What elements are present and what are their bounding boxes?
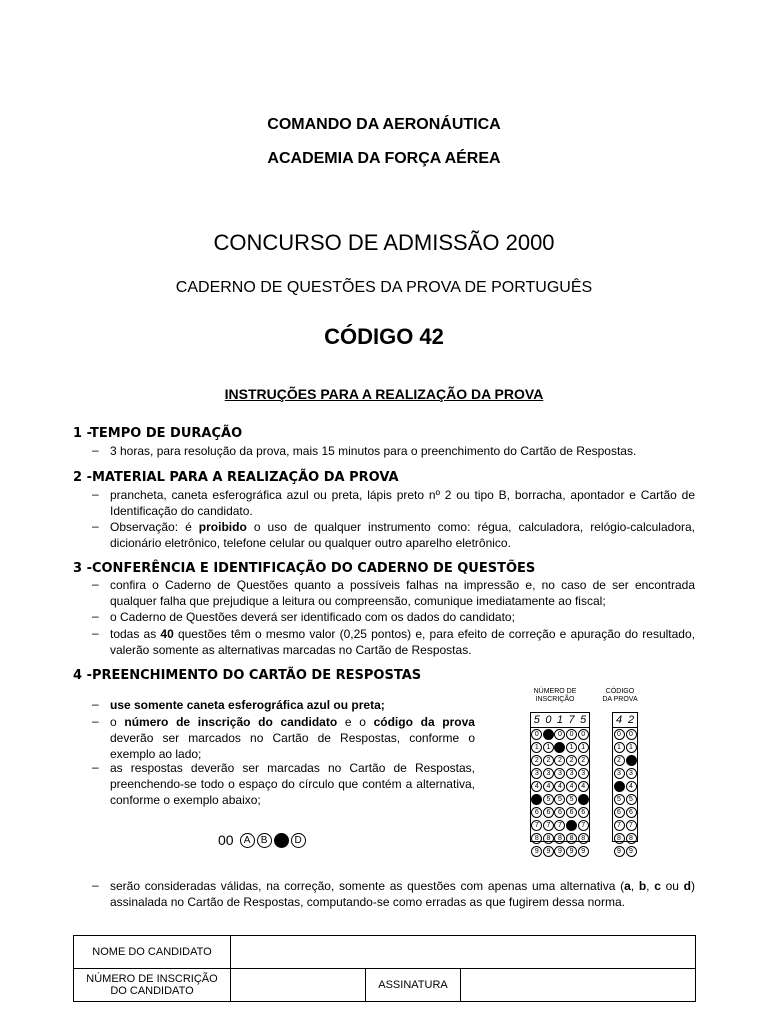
bubble-cell: 9 [531,846,542,857]
bubble-cell: 0 [614,729,625,740]
bubble-cell: 8 [626,833,637,844]
bubble-cell: 6 [531,807,542,818]
digit-column [577,713,589,858]
emphasis-text: a [624,879,631,893]
digit-column [543,713,555,858]
bubble-cell: 1 [614,742,625,753]
bubble-cell: 0 [531,729,542,740]
text-run: ou [660,879,684,893]
bullet-dash: – [92,697,99,711]
answer-example [218,828,308,852]
bubble-cell: 3 [566,768,577,779]
bubble-cell: 0 [578,729,589,740]
inscricao-grid [530,712,590,855]
text-run: todas as [110,627,161,641]
section-3-item-1: confira o Caderno de Questões quanto a possíveis falhas na impressão e, no caso de ser encontrada qualquer falha que prejudique a leitura ou compreensão, comunique imediatamente ao fiscal; [110,578,695,608]
bullet-dash: – [92,487,99,501]
bubble-cell: 1 [554,742,565,753]
bubble-cell: 4 [626,781,637,792]
section-4-item-3: as respostas deverão ser marcadas no Cartão de Respostas, preenchendo-se todo o espaço do círculo que contém a alternativa, conforme o exemplo abaixo; [110,761,475,807]
bubble-cell: 6 [626,807,637,818]
bubble-cell: 0 [554,729,565,740]
option-d-circle: D [291,833,306,848]
bubble-cell: 7 [626,820,637,831]
text-run: , [630,879,639,893]
bubble-cell: 1 [578,742,589,753]
bubble-cell: 4 [543,781,554,792]
bubble-cell: 0 [566,729,577,740]
digit-header: 7 [566,713,578,728]
section-1-item: 3 horas, para resolução da prova, mais 15 minutos para o preenchimento do Cartão de Respostas. [110,444,637,458]
section-4-item-2 [110,714,475,762]
bubble-cell: 4 [531,781,542,792]
bubble-cell: 9 [614,846,625,857]
grid-label-codigo: CÓDIGO DA PROVA [602,688,638,703]
example-number: 00 [218,832,234,848]
section-3-item-2: o Caderno de Questões deverá ser identificado com os dados do candidato; [110,610,515,624]
bubble-cell: 7 [554,820,565,831]
bubble-cell: 2 [554,755,565,766]
bubble-cell: 2 [543,755,554,766]
bullet-dash: – [92,714,99,728]
bubble-cell: 9 [543,846,554,857]
bubble-cell: 8 [614,833,625,844]
bubble-cell: 8 [554,833,565,844]
bubble-cell: 3 [626,768,637,779]
bubble-cell: 6 [543,807,554,818]
org-line-1: COMANDO DA AERONÁUTICA [267,116,501,133]
number-field[interactable] [231,969,366,1002]
emphasis-text: número de inscrição do candidato [124,715,338,729]
exam-subtitle: CADERNO DE QUESTÕES DA PROVA DE PORTUGUÊS [175,279,593,296]
bubble-cell: 1 [531,742,542,753]
digit-column [566,713,578,858]
bubble-cell: 0 [543,729,554,740]
bubble-cell: 2 [566,755,577,766]
option-c-filled-circle [274,833,289,848]
bubble-cell: 5 [578,794,589,805]
bubble-cell: 6 [614,807,625,818]
bubble-cell: 3 [554,768,565,779]
text-run: Observação: é [110,520,199,534]
bubble-cell: 5 [566,794,577,805]
option-a-circle: A [240,833,255,848]
bubble-cell: 9 [626,846,637,857]
emphasis-text: 40 [160,627,174,641]
bubble-cell: 8 [543,833,554,844]
bullet-dash: – [92,443,99,457]
bubble-cell: 3 [578,768,589,779]
codigo-grid [612,712,638,855]
text-run: o [110,715,125,729]
bubble-cell: 6 [566,807,577,818]
name-field[interactable] [231,936,696,969]
digit-header: 5 [531,713,543,728]
instructions-title: INSTRUÇÕES PARA A REALIZAÇÃO DA PROVA [224,386,544,402]
digit-column [613,713,625,858]
bubble-cell: 4 [566,781,577,792]
text-run: , [646,879,655,893]
emphasis-text: c [654,879,661,893]
bubble-cell: 4 [554,781,565,792]
section-3-title: 3 -CONFERÊNCIA E IDENTIFICAÇÃO DO CADERNO DE QUESTÕES [73,561,536,576]
bullet-dash: – [92,626,99,640]
bubble-cell: 2 [578,755,589,766]
emphasis-text: proibido [198,520,247,534]
name-label: NOME DO CANDIDATO [74,936,231,969]
bubble-cell: 9 [566,846,577,857]
bubble-cell: 4 [614,781,625,792]
bubble-cell: 7 [531,820,542,831]
digit-header: 1 [554,713,566,728]
text-run: o uso de qualquer instrumento como: régua, calculadora, relógio-calculadora, dicionário eletrônico, telefone celular ou qualquer outro aparelho eletrônico. [110,520,695,550]
bubble-cell: 1 [543,742,554,753]
bubble-cell: 8 [566,833,577,844]
section-1-title: 1 -TEMPO DE DURAÇÃO [73,426,243,441]
bubble-cell: 6 [578,807,589,818]
section-3-item-3 [110,626,695,658]
digit-column [531,713,543,858]
bubble-cell: 7 [543,820,554,831]
section-4-item-4 [110,878,695,910]
bubble-cell: 3 [543,768,554,779]
digit-header: 0 [543,713,555,728]
answer-grid-illustration [520,684,648,856]
exam-code: CÓDIGO 42 [324,324,444,349]
exam-title: CONCURSO DE ADMISSÃO 2000 [213,230,555,255]
number-label: NÚMERO DE INSCRIÇÃO DO CANDIDATO [74,969,231,1002]
section-4-title: 4 -PREENCHIMENTO DO CARTÃO DE RESPOSTAS [73,668,422,683]
bubble-cell: 8 [531,833,542,844]
text-run: serão consideradas válidas, na correção, somente as questões com apenas uma alternativa ( [110,879,625,893]
emphasis-text: b [638,879,647,893]
option-b-circle: B [257,833,272,848]
bubble-cell: 2 [531,755,542,766]
text-run: questões têm o mesmo valor (0,25 pontos) e, para efeito de correção e apuração do resultado, valerão somente as alternativas marcadas no Cartão de Respostas. [110,627,695,657]
signature-field[interactable] [461,969,696,1002]
org-line-2: ACADEMIA DA FORÇA AÉREA [267,150,501,167]
bubble-cell: 3 [614,768,625,779]
bubble-cell: 5 [614,794,625,805]
bubble-cell: 7 [566,820,577,831]
bullet-dash: – [92,519,99,533]
bubble-cell: 5 [531,794,542,805]
bubble-cell: 9 [554,846,565,857]
bullet-dash: – [92,609,99,623]
signature-label: ASSINATURA [366,969,461,1002]
text-run: ) assinalada no Cartão de Respostas, computando-se como erradas as que fugirem dessa norma. [110,879,696,909]
section-2-item-2 [110,519,695,551]
text-run: deverão ser marcados no Cartão de Respostas, conforme o exemplo ao lado; [110,731,475,761]
section-2-title: 2 -MATERIAL PARA A REALIZAÇÃO DA PROVA [73,470,399,485]
bubble-cell: 7 [614,820,625,831]
bubble-cell: 2 [626,755,637,766]
bubble-cell: 6 [554,807,565,818]
digit-column [554,713,566,858]
bubble-cell: 3 [531,768,542,779]
grid-label-inscricao: NÚMERO DE INSCRIÇÃO [533,688,577,703]
bubble-cell: 5 [554,794,565,805]
digit-header: 5 [577,713,589,728]
bubble-cell: 5 [626,794,637,805]
bubble-cell: 1 [566,742,577,753]
emphasis-text: código da prova [373,715,475,729]
emphasis-text: d [683,879,692,893]
bubble-cell: 2 [614,755,625,766]
digit-header: 2 [625,713,637,728]
bubble-cell: 9 [578,846,589,857]
bubble-cell: 1 [626,742,637,753]
digit-column [625,713,637,858]
digit-header: 4 [613,713,625,728]
bubble-cell: 8 [578,833,589,844]
bullet-dash: – [92,760,99,774]
bullet-dash: – [92,577,99,591]
bubble-cell: 5 [543,794,554,805]
section-2-item-1: prancheta, caneta esferográfica azul ou preta, lápis preto nº 2 ou tipo B, borracha, apontador e Cartão de Identificação do candidato. [110,488,695,518]
bubble-cell: 0 [626,729,637,740]
candidate-form [73,935,696,1002]
section-4-item-1: use somente caneta esferográfica azul ou preta; [110,698,385,712]
text-run: e o [337,715,374,729]
bubble-cell: 4 [578,781,589,792]
bullet-dash: – [92,878,99,892]
bubble-cell: 7 [578,820,589,831]
